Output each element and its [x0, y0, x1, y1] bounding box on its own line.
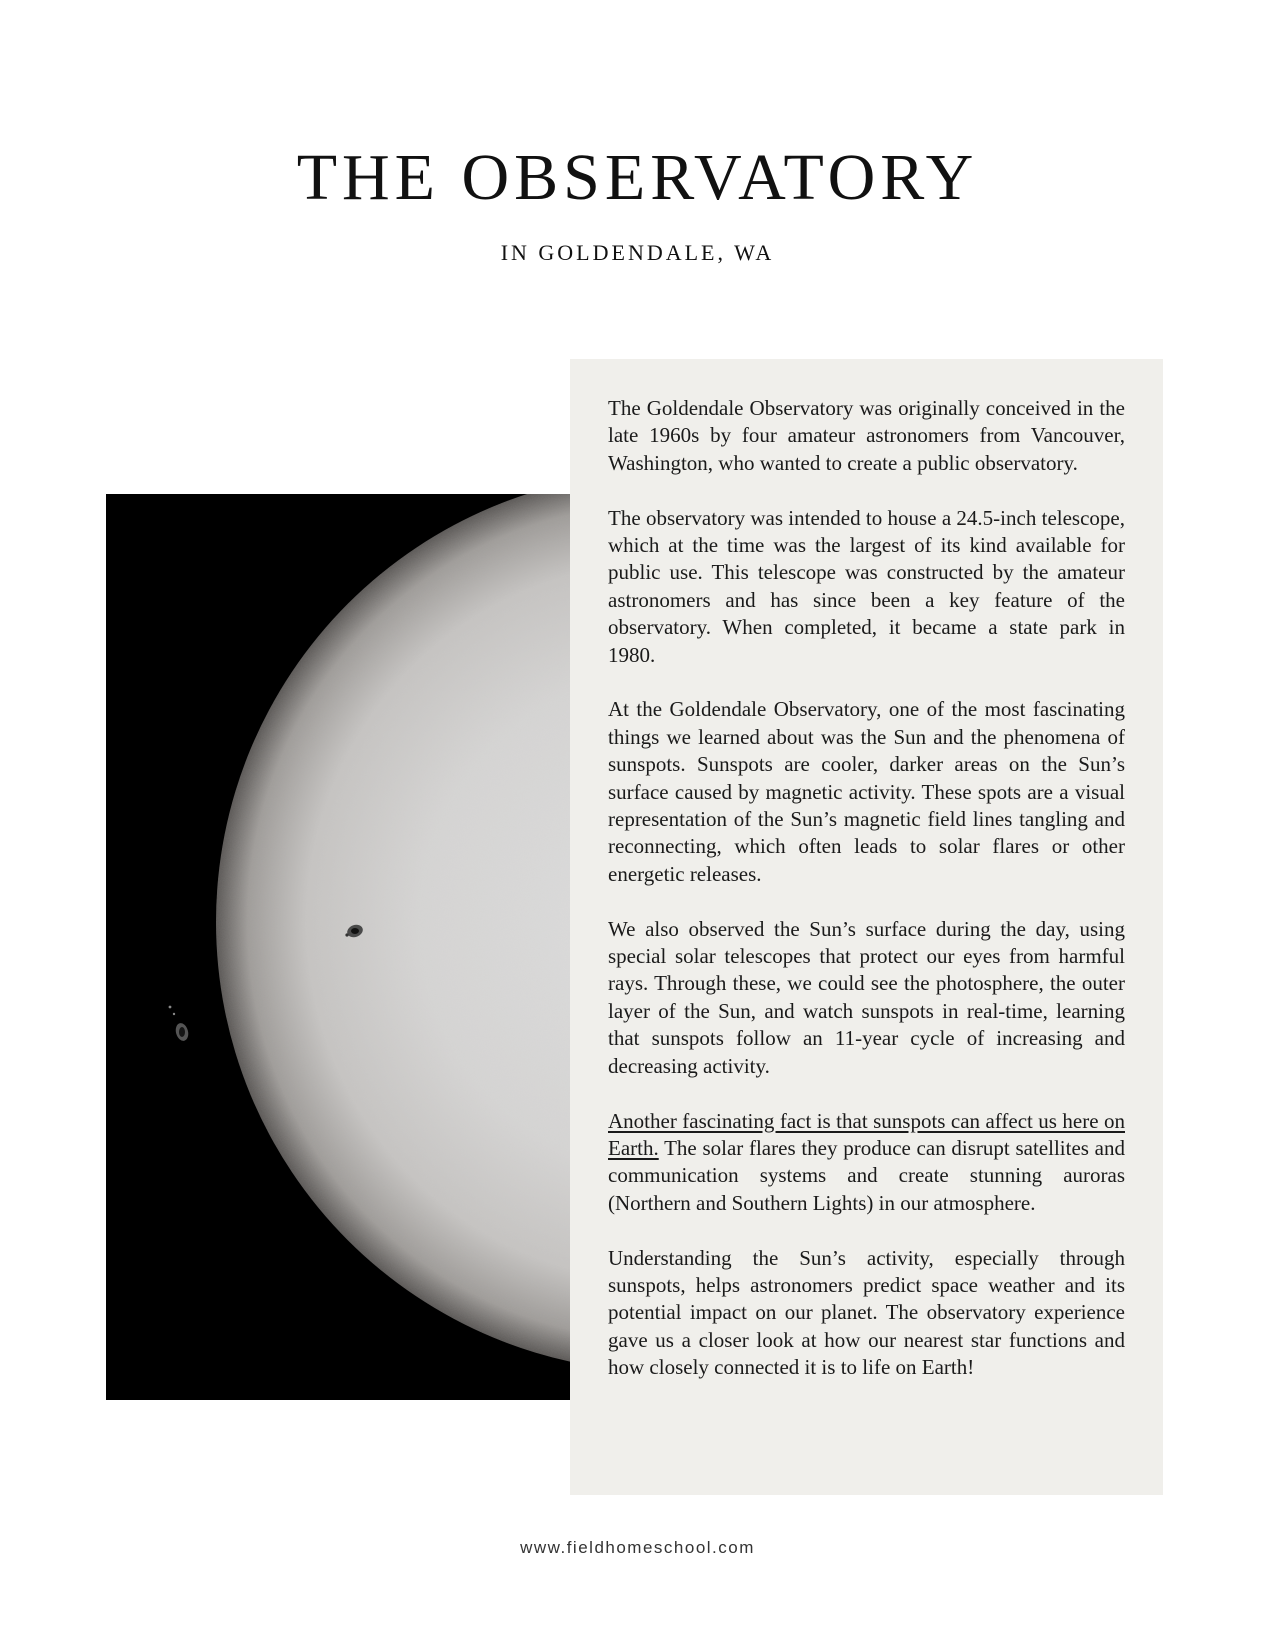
article-paragraph-5 — [608, 1108, 1125, 1218]
article-paragraph-2: The observatory was intended to house a 24.5-inch telescope, which at the time was the largest of its kind available for public use. This telescope was constructed by the amateur astronomers and has since been a key feature of the observatory. When completed, it became a state park in 1980. — [608, 505, 1125, 667]
article-body — [608, 395, 1125, 1382]
article-paragraph-6: Understanding the Sun’s activity, especially through sunspots, helps astronomers predict space weather and its potential impact on our planet. The observatory experience gave us a closer look at how our nearest star functions and how closely connected it is to life on Earth! — [608, 1245, 1125, 1380]
article-paragraph-1: The Goldendale Observatory was originally conceived in the late 1960s by four amateur astronomers from Vancouver, Washington, who wanted to create a public observatory. — [608, 396, 1125, 475]
sun-photograph-icon — [106, 494, 570, 1400]
page-title: THE OBSERVATORY — [296, 141, 979, 214]
sun-photograph — [106, 494, 570, 1400]
article-paragraph-5-rest: The solar flares they produce can disrupt satellites and communication systems and create stunning auroras (Northern and Southern Lights) in our atmosphere. — [608, 1135, 1125, 1215]
article-paragraph-4: We also observed the Sun’s surface during the day, using special solar telescopes that protect our eyes from harmful rays. Through these, we could see the photosphere, the outer layer of the Sun, and watch sunspots in real-time, learning that sunspots follow an 11-year cycle of increasing and decreasing activity. — [608, 916, 1125, 1078]
article-paragraph-3: At the Goldendale Observatory, one of the most fascinating things we learned about was the Sun and the phenomena of sunspots. Sunspots are cooler, darker areas on the Sun’s surface caused by magnetic activity. These spots are a visual representation of the Sun’s magnetic field lines tangling and reconnecting, which often leads to solar flares or other energetic releases. — [608, 697, 1125, 886]
article-panel — [570, 359, 1163, 1495]
underlined-fact: Another fascinating fact is that sunspots can affect us here on Earth. — [608, 1108, 1125, 1160]
page-subtitle: IN GOLDENDALE, WA — [500, 240, 775, 265]
footer-url: www.fieldhomeschool.com — [520, 1538, 755, 1557]
